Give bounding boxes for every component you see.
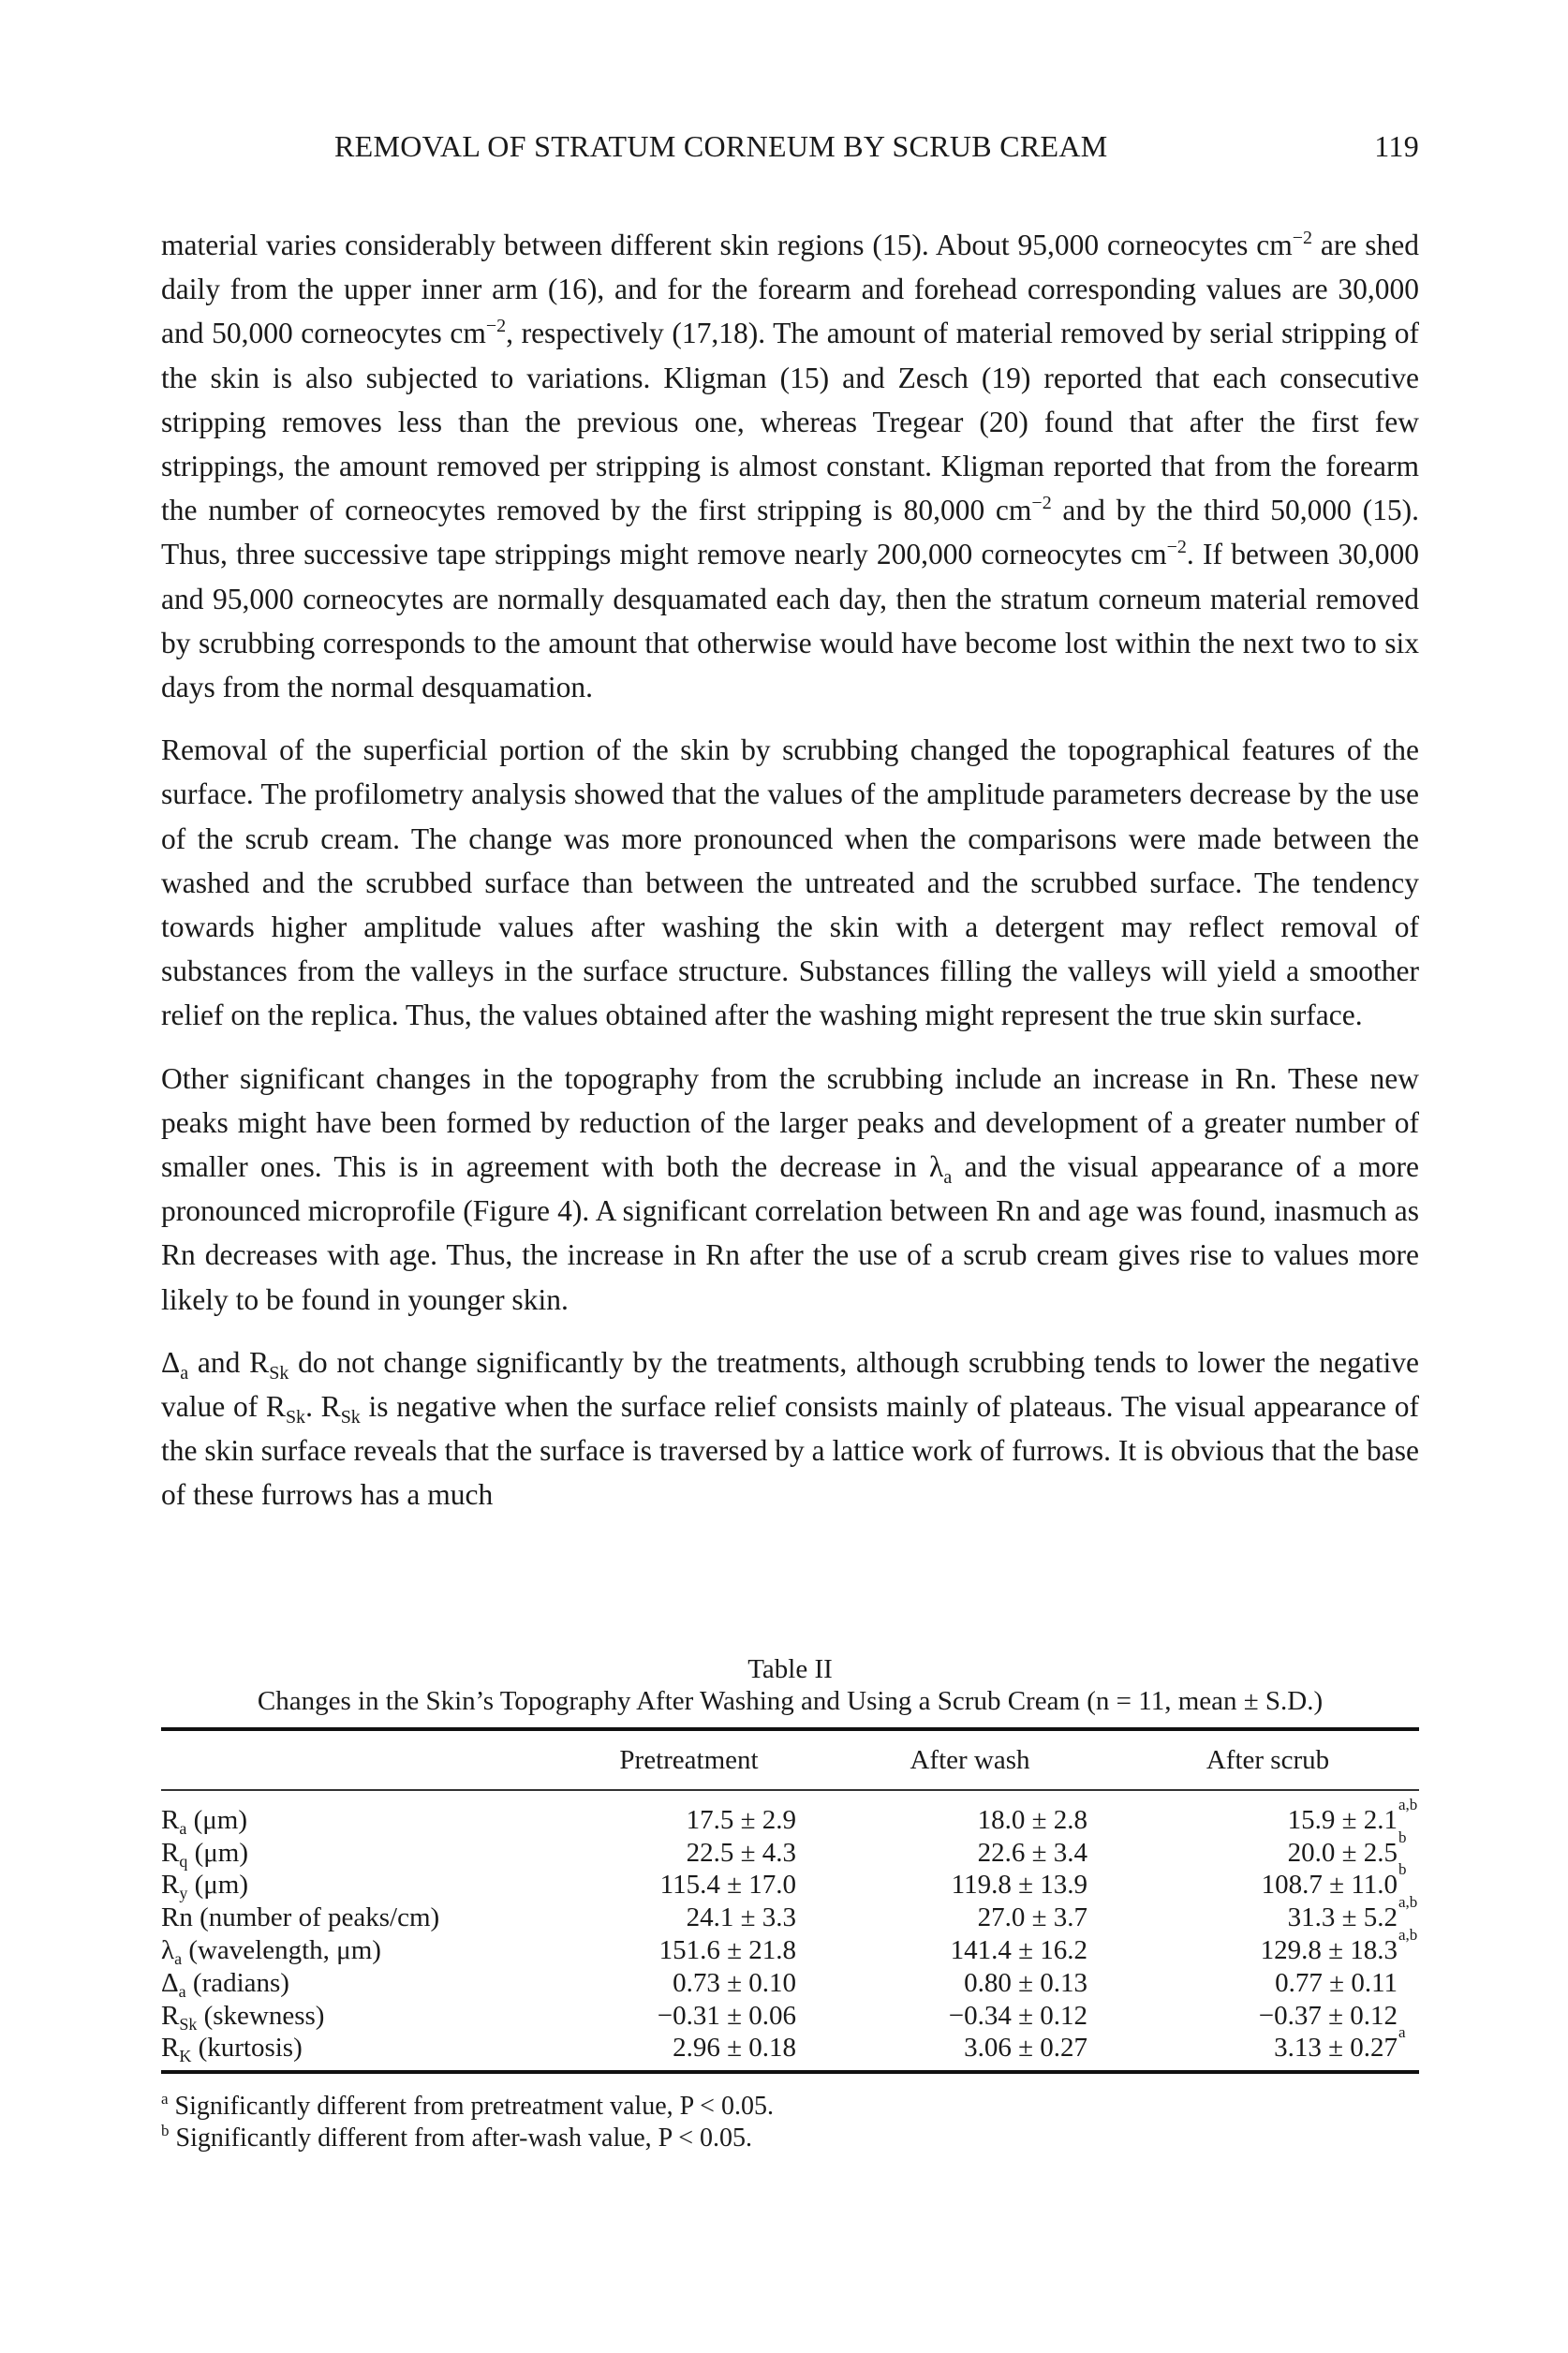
table-ii <box>161 1652 1419 2154</box>
after-scrub-value: 15.9 ± 2.1 a,b <box>1287 1795 1418 1835</box>
parameter-subscript: a <box>178 1981 186 2001</box>
footnote: $^a$ Significantly different from pretreatment value, P < 0.05. <box>161 2090 774 2122</box>
table-body <box>161 1791 1419 2070</box>
table-header-row <box>161 1731 1419 1789</box>
inline-script: Sk <box>340 1407 361 1428</box>
parameter-subscript: y <box>179 1884 188 1903</box>
table-row <box>161 1828 1419 1871</box>
table-footnotes <box>161 2091 1419 2154</box>
inline-script: −2 <box>1031 493 1052 514</box>
after-wash-value: 3.06 ± 0.27 <box>964 2033 1087 2064</box>
after-wash-value: −0.34 ± 0.12 <box>948 2000 1087 2031</box>
parameter-label: $\lambda_a$ (wavelength, μm) <box>161 1935 381 1969</box>
after-scrub-value: 3.13 ± 0.27 a <box>1274 2023 1406 2064</box>
parameter-label: $R_q$ (μm) <box>161 1837 249 1871</box>
after-scrub-value: 0.77 ± 0.11 <box>1275 1967 1398 1998</box>
running-head <box>161 129 1419 170</box>
page-number: 119 <box>1374 129 1419 163</box>
table-row <box>161 1860 1419 1903</box>
inline-script: −2 <box>485 316 507 337</box>
running-head-title: REMOVAL OF STRATUM CORNEUM BY SCRUB CREAM <box>334 129 1108 163</box>
paragraph: $\Delta_a$ and $R_{Sk}$ do not change significantly by the treatments, although scrubbing tends to lower the negative value of $R_{Sk}$. $R_{Sk}$ is negative when the surface relief consists mainly of plateaus. The visual appearance of the skin surface reveals that the surface is traversed by a lattice work of furrows. It is obvious that the base of these furrows has a much <box>161 1345 1419 1512</box>
after-wash-value: 18.0 ± 2.8 <box>977 1804 1087 1835</box>
column-header-pretreatment: Pretreatment <box>619 1744 759 1775</box>
inline-script: −2 <box>1166 537 1187 558</box>
after-wash-value: 141.4 ± 16.2 <box>950 1935 1087 1966</box>
parameter-label: Rn (number of peaks/cm) <box>161 1902 440 1933</box>
after-scrub-value: −0.37 ± 0.12 <box>1258 2000 1398 2031</box>
table-bottom-rule <box>161 2070 1419 2074</box>
pretreatment-value: 22.5 ± 4.3 <box>686 1837 796 1868</box>
pretreatment-value: 24.1 ± 3.3 <box>686 1902 796 1933</box>
paragraph: Removal of the superficial portion of the skin by scrubbing changed the topographical features of the surface. The profilometry analysis showed that the values of the amplitude parameters decrease by the use of the scrub cream. The change was more pronounced when the comparisons were made between the washed and the scrubbed surface than between the untreated and the scrubbed surface. The tendency towards higher amplitude values after washing the skin with a detergent may reflect removal of substances from the valleys in the surface structure. Substances filling the valleys will yield a smoother relief on the replica. Thus, the values obtained after the washing might represent the true skin surface. <box>161 733 1419 1032</box>
inline-script: a <box>943 1167 953 1189</box>
parameter-subscript: K <box>179 2047 192 2066</box>
table-row <box>161 1795 1419 1838</box>
parameter-label: $R_a$ (μm) <box>161 1804 248 1838</box>
after-wash-value: 27.0 ± 3.7 <box>977 1902 1087 1933</box>
pretreatment-value: 0.73 ± 0.10 <box>673 1967 796 1998</box>
column-header-after-wash: After wash <box>910 1744 1030 1775</box>
inline-script: Sk <box>285 1407 306 1428</box>
after-scrub-value: 20.0 ± 2.5 b <box>1287 1828 1407 1868</box>
after-scrub-value: 31.3 ± 5.2 a,b <box>1287 1893 1418 1933</box>
table-row <box>161 1893 1419 1934</box>
parameter-label: $R_{Sk}$ (skewness) <box>161 2000 325 2034</box>
inline-script: −2 <box>1292 228 1313 248</box>
pretreatment-value: 17.5 ± 2.9 <box>686 1804 796 1835</box>
table-label: Table II <box>747 1654 833 1684</box>
after-wash-value: 0.80 ± 0.13 <box>964 1967 1087 1998</box>
body-text <box>161 223 1419 1536</box>
table-row <box>161 2000 1419 2033</box>
pretreatment-value: 151.6 ± 21.8 <box>658 1935 796 1966</box>
paragraph: material varies considerably between different skin regions (15). About 95,000 corneocytes $cm^{-2}$ are shed daily from the upper inner arm (16), and for the forearm and forehead corresponding values are 30,000 and 50,000 corneocytes $cm^{-2}$, respectively (17,18). The amount of material removed by serial stripping of the skin is also subjected to variations. Kligman (15) and Zesch (19) reported that each consecutive stripping removes less than the previous one, whereas Tregear (20) found that after the first few strippings, the amount removed per stripping is almost constant. Kligman reported that from the forearm the number of corneocytes removed by the first stripping is 80,000 $cm^{-2}$ and by the third 50,000 (15). Thus, three successive tape strippings might remove nearly 200,000 corneocytes $cm^{-2}$. If between 30,000 and 95,000 corneocytes are normally desquamated each day, then the stratum corneum material removed by scrubbing corresponds to the amount that otherwise would have become lost within the next two to six days from the normal desquamation. <box>161 228 1420 704</box>
after-wash-value: 22.6 ± 3.4 <box>977 1837 1087 1868</box>
footnote: $^b$ Significantly different from after-wash value, P < 0.05. <box>161 2122 753 2153</box>
pretreatment-value: 2.96 ± 0.18 <box>673 2033 796 2064</box>
footnote-mark: a <box>161 2090 169 2109</box>
pretreatment-value: 115.4 ± 17.0 <box>659 1870 796 1901</box>
parameter-label: $\Delta_a$ (radians) <box>161 1967 289 2001</box>
table-row <box>161 1967 1419 2000</box>
after-wash-value: 119.8 ± 13.9 <box>951 1870 1087 1901</box>
table-caption: Changes in the Skin’s Topography After Washing and Using a Scrub Cream (n = 11, mean ± S.D.) <box>257 1686 1324 1716</box>
parameter-label: $R_y$ (μm) <box>161 1870 249 1903</box>
table-row <box>161 1926 1419 1969</box>
after-scrub-value: 108.7 ± 11.0 b <box>1261 1860 1407 1901</box>
inline-script: a <box>180 1362 189 1384</box>
parameter-label: $R_K$ (kurtosis) <box>161 2033 303 2066</box>
parameter-subscript: a <box>174 1949 183 1969</box>
footnote-mark: b <box>161 2122 170 2140</box>
pretreatment-value: −0.31 ± 0.06 <box>657 2000 796 2031</box>
parameter-subscript: q <box>179 1851 188 1871</box>
inline-script: Sk <box>269 1362 289 1384</box>
column-header-after-scrub: After scrub <box>1206 1744 1330 1775</box>
after-scrub-value: 129.8 ± 18.3 a,b <box>1260 1926 1418 1966</box>
parameter-subscript: a <box>179 1818 187 1838</box>
parameter-subscript: Sk <box>179 2014 198 2034</box>
paragraph: Other significant changes in the topography from the scrubbing include an increase in Rn. These new peaks might have been formed by reduction of the larger peaks and development of a greater number of smaller ones. This is in agreement with both the decrease in $\lambda_a$ and the visual appearance of a more pronounced microprofile (Figure 4). A significant correlation between Rn and age was found, inasmuch as Rn decreases with age. Thus, the increase in Rn after the use of a scrub cream gives rise to values more likely to be found in younger skin. <box>161 1061 1420 1316</box>
